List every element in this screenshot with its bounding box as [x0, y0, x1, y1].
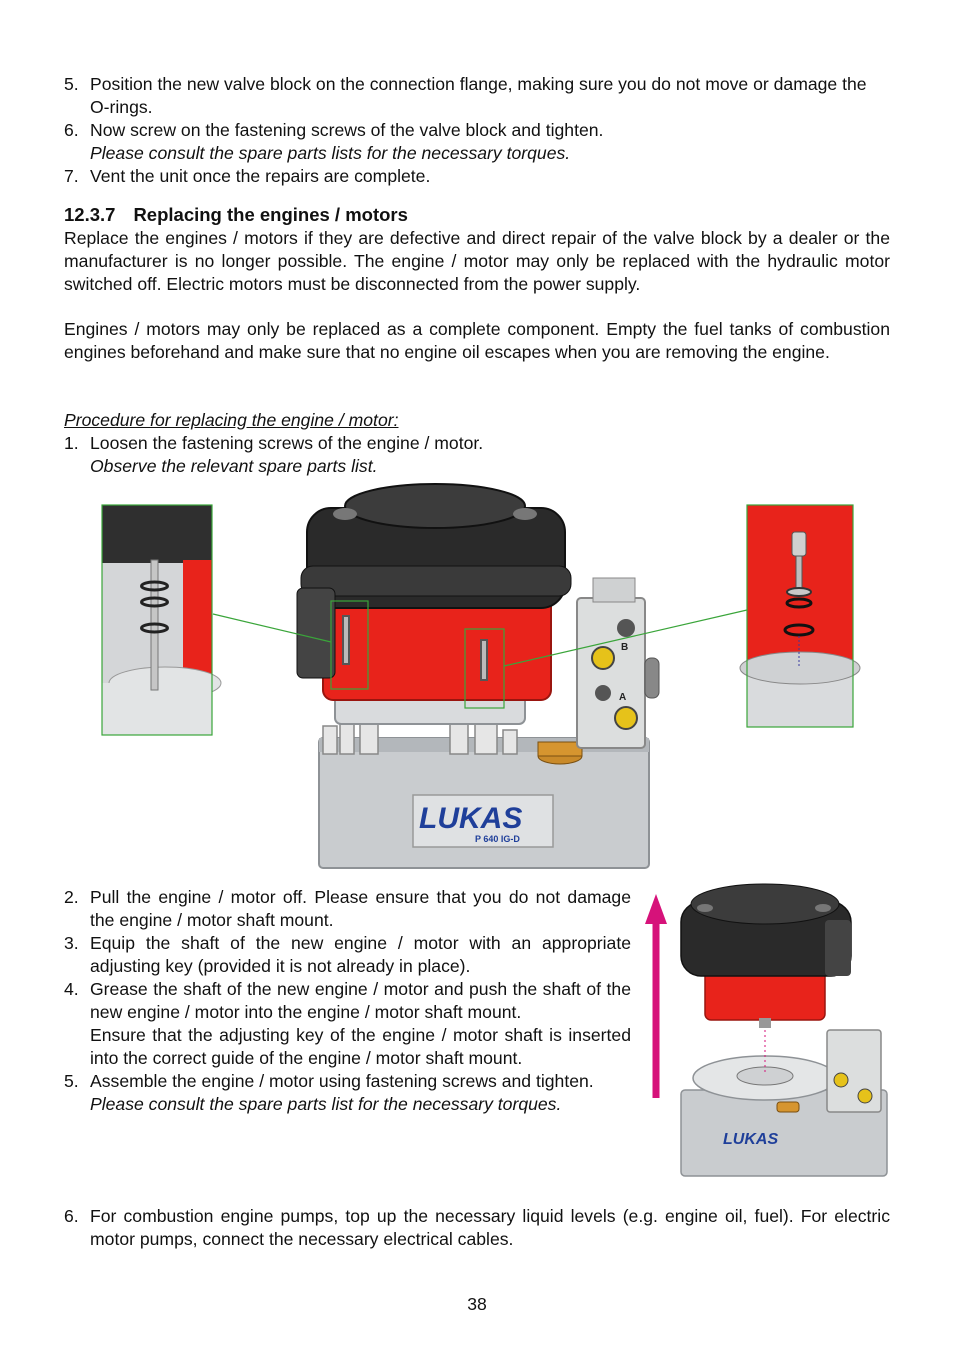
step-number: 6.	[64, 120, 79, 140]
step-number: 5.	[64, 1071, 79, 1091]
step-number: 6.	[64, 1206, 79, 1226]
section-paragraph-2: Engines / motors may only be replaced as a complete component. Empty the fuel tanks of combustion engines beforehand and make sure that no engine oil escapes when you are removing the engine.	[64, 319, 890, 362]
step-5-top	[64, 73, 890, 119]
section-number: 12.3.7	[64, 204, 116, 225]
step-text: Assemble the engine / motor using fastening screws and tighten.	[90, 1071, 594, 1091]
step-note: Please consult the spare parts lists for the necessary torques.	[90, 143, 571, 163]
detail-inset-left	[102, 505, 221, 735]
section-heading	[64, 203, 408, 226]
step-text: Position the new valve block on the connection flange, making sure you do not move or damage the O-rings.	[90, 74, 867, 117]
steps-bottom-column	[64, 886, 631, 1116]
step-number: 5.	[64, 74, 79, 94]
step-7-top	[64, 165, 890, 188]
step-number: 2.	[64, 887, 79, 907]
step-note: Please consult the spare parts list for the necessary torques.	[90, 1094, 562, 1114]
procedure-step-1	[64, 432, 890, 478]
model-label: P 640 IG-D	[475, 834, 520, 844]
step-4	[64, 978, 631, 1070]
step-note: Observe the relevant spare parts list.	[90, 456, 378, 476]
brand-logo: LUKAS	[419, 802, 523, 835]
procedure-heading: Procedure for replacing the engine / motor:	[64, 410, 399, 430]
step-number: 4.	[64, 979, 79, 999]
detail-inset-right	[740, 505, 860, 727]
step-text: For combustion engine pumps, top up the necessary liquid levels (e.g. engine oil, fuel). For electric motor pumps, connect the necessary electrical cables.	[90, 1206, 890, 1249]
step-text: Loosen the fastening screws of the engine / motor.	[90, 433, 484, 453]
step-text: Vent the unit once the repairs are complete.	[90, 166, 431, 186]
step-3	[64, 932, 631, 978]
step-text: Grease the shaft of the new engine / motor and push the shaft of the new engine / motor into the engine / motor shaft mount.	[90, 979, 631, 1022]
pump-illustration	[95, 478, 865, 876]
figure-engine-removal	[645, 880, 920, 1180]
step-number: 1.	[64, 433, 79, 453]
step-text: Equip the shaft of the new engine / motor with an appropriate adjusting key (provided it is not already in place).	[90, 933, 631, 976]
page-number: 38	[467, 1294, 487, 1314]
engine-removal-illustration	[645, 880, 920, 1180]
step-number: 3.	[64, 933, 79, 953]
step-number: 7.	[64, 166, 79, 186]
figure-pump-screws	[95, 478, 865, 876]
step-text: Pull the engine / motor off. Please ensure that you do not damage the engine / motor shaft mount.	[90, 887, 631, 930]
brand-logo-small: LUKAS	[723, 1131, 779, 1148]
step-5	[64, 1070, 631, 1116]
port-b-label: B	[621, 642, 629, 653]
step-6-top	[64, 119, 890, 165]
step-note: Ensure that the adjusting key of the engine / motor shaft is inserted into the correct guide of the engine / motor shaft mount.	[90, 1025, 631, 1068]
section-title: Replacing the engines / motors	[133, 204, 408, 225]
step-text: Now screw on the fastening screws of the valve block and tighten.	[90, 120, 604, 140]
step-2	[64, 886, 631, 932]
section-paragraph-1: Replace the engines / motors if they are defective and direct repair of the valve block by a dealer or the manufacturer is no longer possible. The engine / motor may only be replaced with the hydraulic motor switched off. Electric motors must be disconnected from the power supply.	[64, 228, 890, 294]
step-6-bottom	[64, 1205, 890, 1251]
port-a-label: A	[619, 692, 627, 703]
